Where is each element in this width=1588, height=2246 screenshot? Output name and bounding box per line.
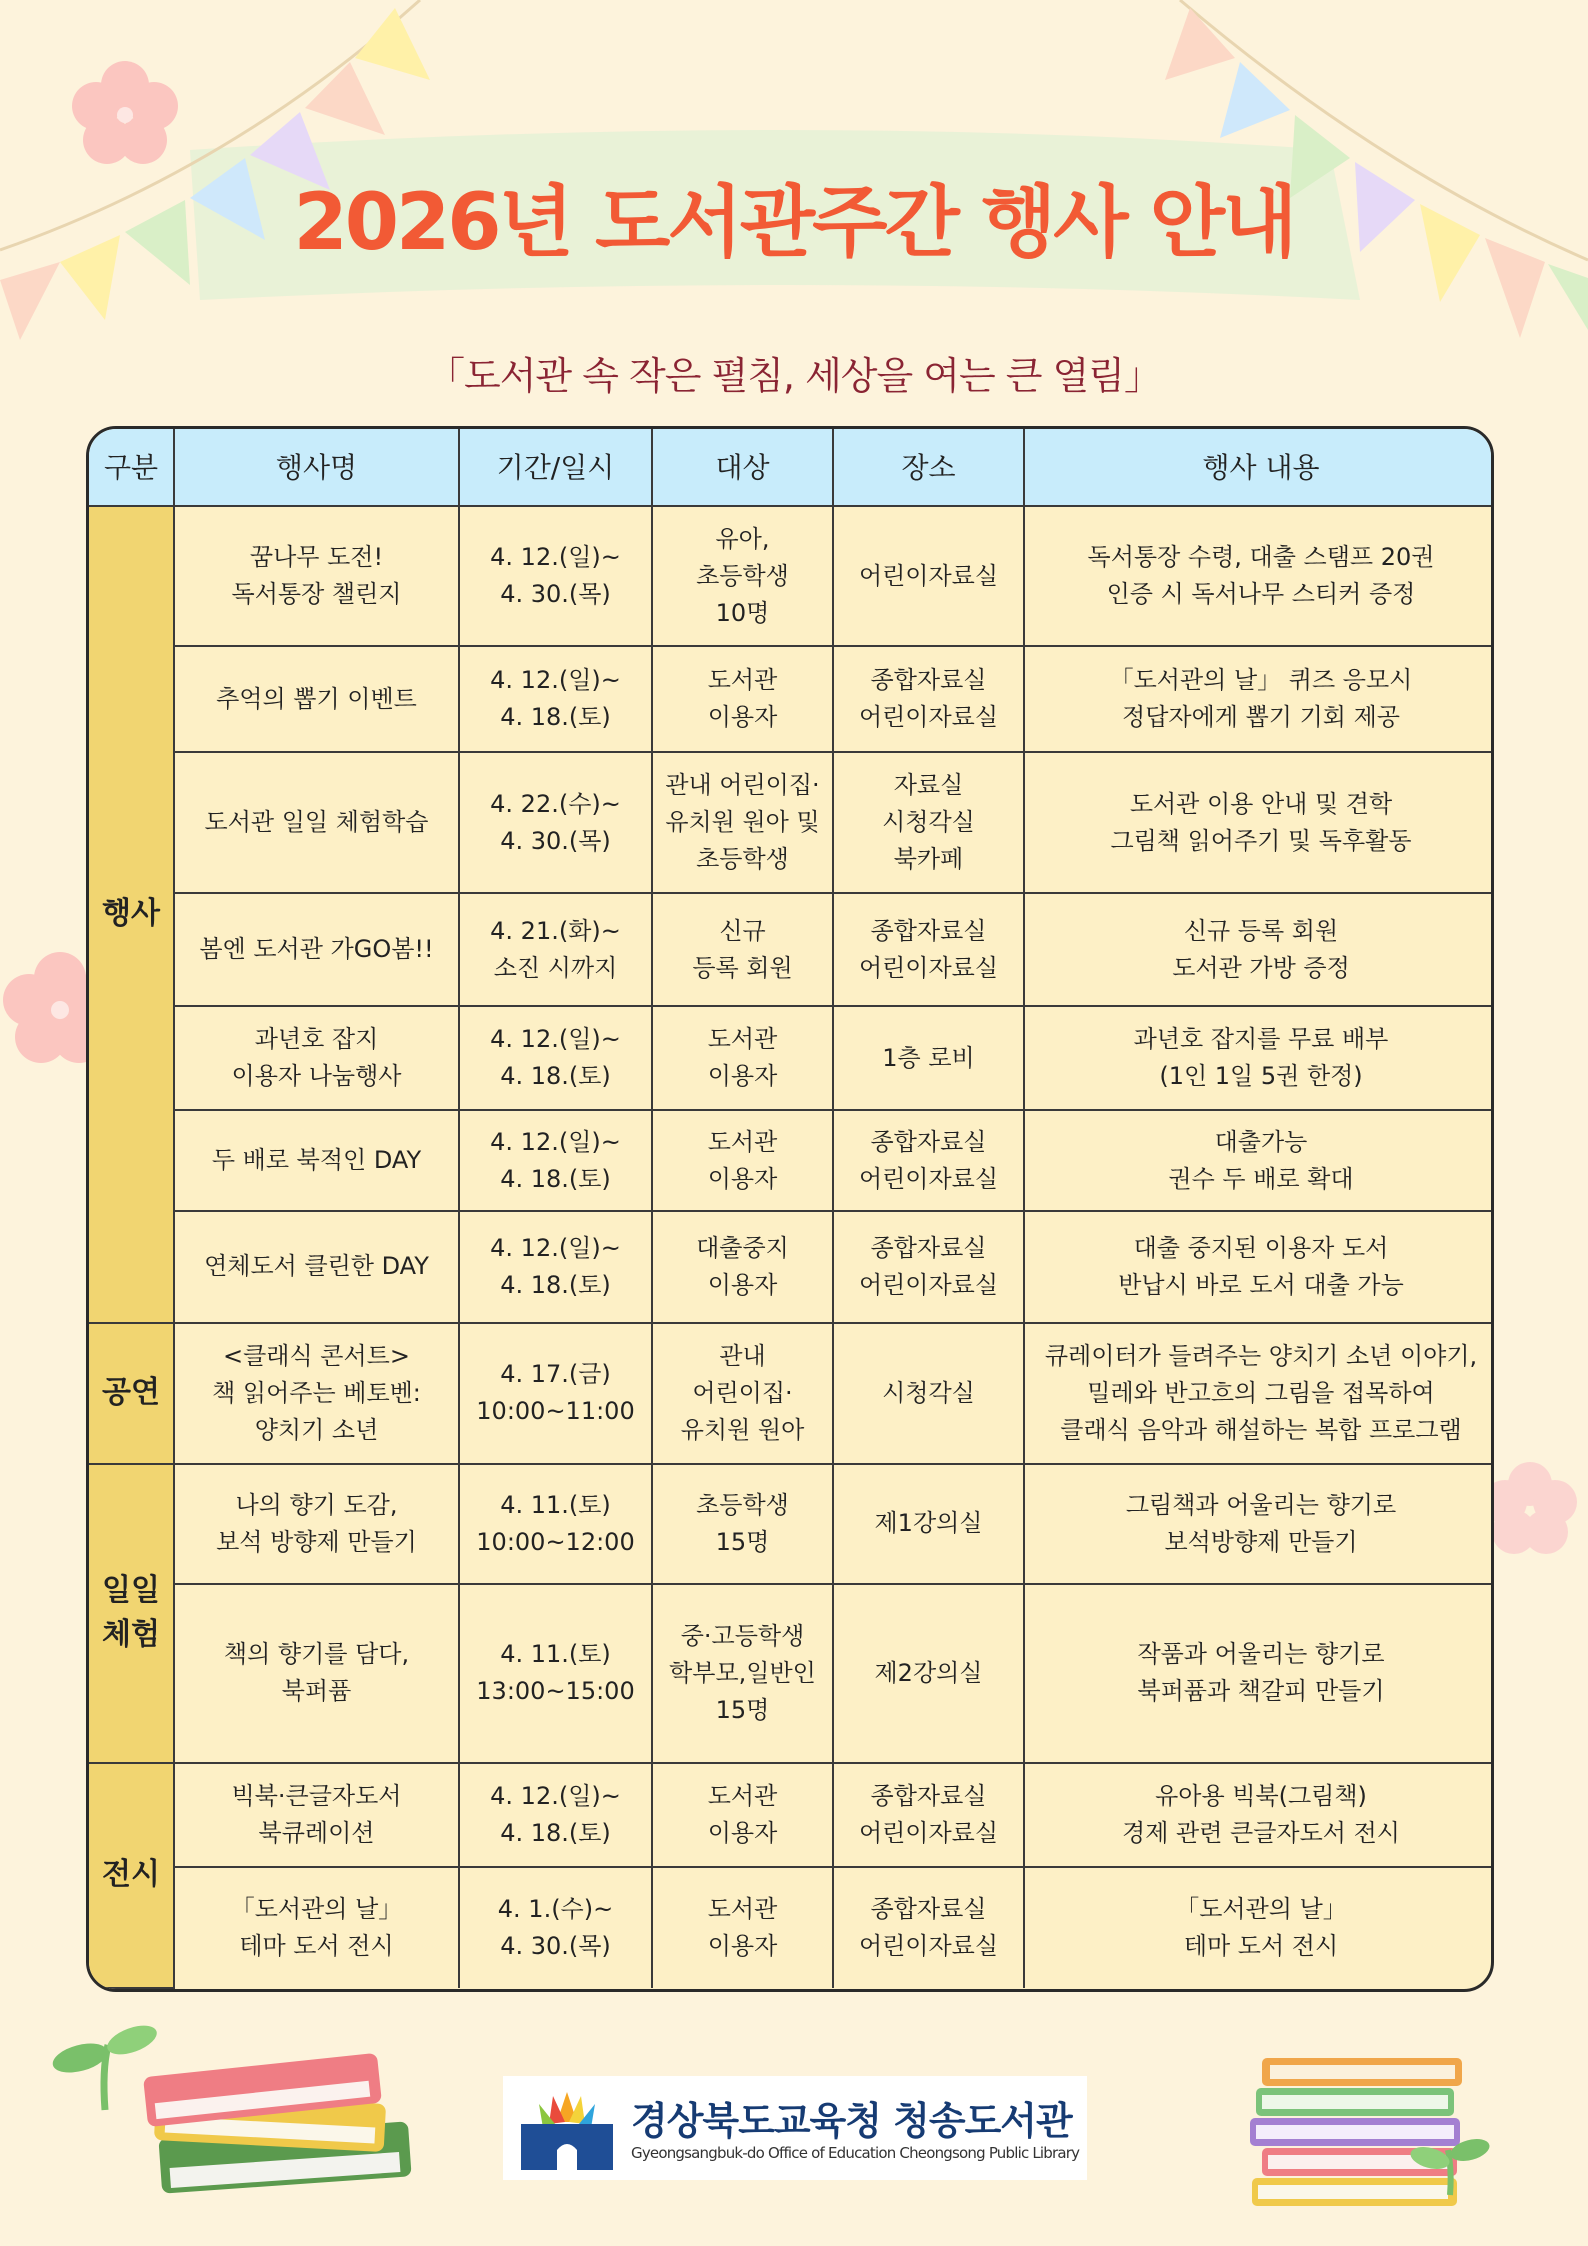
- event-content: 도서관 이용 안내 및 견학 그림책 읽어주기 및 독후활동: [1024, 752, 1494, 893]
- event-content: 과년호 잡지를 무료 배부 (1인 1일 5권 한정): [1024, 1006, 1494, 1110]
- table-row: [89, 506, 1494, 646]
- event-place: 시청각실: [833, 1323, 1024, 1464]
- event-name: 책의 향기를 담다, 북퍼퓸: [174, 1584, 459, 1763]
- table-row: [89, 893, 1494, 1006]
- event-content: 독서통장 수령, 대출 스탬프 20권 인증 시 독서나무 스티커 증정: [1024, 506, 1494, 646]
- event-place: 제2강의실: [833, 1584, 1024, 1763]
- event-content: 대출 중지된 이용자 도서 반납시 바로 도서 대출 가능: [1024, 1211, 1494, 1322]
- event-place: 자료실 시청각실 북카페: [833, 752, 1024, 893]
- event-place: 종합자료실 어린이자료실: [833, 1110, 1024, 1211]
- event-period: 4. 22.(수)~ 4. 30.(목): [459, 752, 652, 893]
- table-row: [89, 1006, 1494, 1110]
- library-logo: [503, 2076, 1087, 2180]
- event-period: 4. 11.(토) 10:00~12:00: [459, 1464, 652, 1584]
- header-category: 구분: [89, 429, 174, 506]
- event-name: 도서관 일일 체험학습: [174, 752, 459, 893]
- event-place: 1층 로비: [833, 1006, 1024, 1110]
- event-target: 도서관 이용자: [652, 1867, 833, 1988]
- header-event-name: 행사명: [174, 429, 459, 506]
- event-target: 관내 어린이집· 유치원 원아: [652, 1323, 833, 1464]
- event-target: 관내 어린이집· 유치원 원아 및 초등학생: [652, 752, 833, 893]
- event-content: 유아용 빅북(그림책) 경제 관련 큰글자도서 전시: [1024, 1763, 1494, 1867]
- table-row: [89, 1464, 1494, 1584]
- event-target: 도서관 이용자: [652, 646, 833, 752]
- table-row: [89, 1867, 1494, 1988]
- flower-top-left: [72, 61, 178, 164]
- event-name: 빅북·큰글자도서 북큐레이션: [174, 1763, 459, 1867]
- book-stack-right: [1250, 2058, 1492, 2206]
- header-target: 대상: [652, 429, 833, 506]
- event-table: [89, 429, 1494, 1989]
- event-content: 그림책과 어울리는 향기로 보석방향제 만들기: [1024, 1464, 1494, 1584]
- event-content: 「도서관의 날」 테마 도서 전시: [1024, 1867, 1494, 1988]
- event-period: 4. 11.(토) 13:00~15:00: [459, 1584, 652, 1763]
- event-place: 종합자료실 어린이자료실: [833, 893, 1024, 1006]
- category-cell: 전시: [89, 1763, 174, 1988]
- flower-right: [1483, 1462, 1577, 1554]
- event-place: 종합자료실 어린이자료실: [833, 1763, 1024, 1867]
- event-name: 봄엔 도서관 가GO봄!!: [174, 893, 459, 1006]
- event-content: 대출가능 권수 두 배로 확대: [1024, 1110, 1494, 1211]
- header-content: 행사 내용: [1024, 429, 1494, 506]
- table-row: [89, 752, 1494, 893]
- library-name: 경상북도교육청 청송도서관: [631, 2099, 1072, 2143]
- bunting-flag: [1548, 264, 1588, 330]
- library-name-english: Gyeongsangbuk-do Office of Education Cheongsong Public Library: [631, 2144, 1080, 2162]
- event-table-container: [86, 426, 1494, 1992]
- event-place: 종합자료실 어린이자료실: [833, 1211, 1024, 1322]
- table-row: [89, 1211, 1494, 1322]
- event-period: 4. 12.(일)~ 4. 18.(토): [459, 1006, 652, 1110]
- event-place: 어린이자료실: [833, 506, 1024, 646]
- event-period: 4. 12.(일)~ 4. 18.(토): [459, 646, 652, 752]
- event-target: 신규 등록 회원: [652, 893, 833, 1006]
- event-period: 4. 12.(일)~ 4. 18.(토): [459, 1110, 652, 1211]
- event-name: 「도서관의 날」 테마 도서 전시: [174, 1867, 459, 1988]
- event-name: 연체도서 클린한 DAY: [174, 1211, 459, 1322]
- event-name: 과년호 잡지 이용자 나눔행사: [174, 1006, 459, 1110]
- event-target: 중·고등학생 학부모,일반인 15명: [652, 1584, 833, 1763]
- table-row: [89, 1323, 1494, 1464]
- event-name: 두 배로 북적인 DAY: [174, 1110, 459, 1211]
- event-target: 대출중지 이용자: [652, 1211, 833, 1322]
- event-content: 작품과 어울리는 향기로 북퍼퓸과 책갈피 만들기: [1024, 1584, 1494, 1763]
- bunting-flag: [355, 8, 430, 80]
- event-content: 신규 등록 회원 도서관 가방 증정: [1024, 893, 1494, 1006]
- bunting-flag: [305, 62, 385, 135]
- header-place: 장소: [833, 429, 1024, 506]
- bunting-flag: [0, 262, 60, 340]
- event-period: 4. 12.(일)~ 4. 18.(토): [459, 1211, 652, 1322]
- event-content: 큐레이터가 들려주는 양치기 소년 이야기, 밀레와 반고흐의 그림을 접목하여 클래식 음악과 해설하는 복합 프로그램: [1024, 1323, 1494, 1464]
- table-header-row: [89, 429, 1494, 506]
- category-cell: 행사: [89, 506, 174, 1323]
- bunting-flag: [1220, 62, 1290, 138]
- event-target: 도서관 이용자: [652, 1006, 833, 1110]
- book-stack-left: [143, 2053, 412, 2194]
- table-row: [89, 1584, 1494, 1763]
- category-cell: 공연: [89, 1323, 174, 1464]
- event-target: 유아, 초등학생 10명: [652, 506, 833, 646]
- page-subtitle: 「도서관 속 작은 펼침, 세상을 여는 큰 열림」: [427, 354, 1161, 398]
- event-place: 종합자료실 어린이자료실: [833, 646, 1024, 752]
- event-period: 4. 21.(화)~ 소진 시까지: [459, 893, 652, 1006]
- sprout-left: [50, 2020, 161, 2110]
- event-name: 꿈나무 도전! 독서통장 챌린지: [174, 506, 459, 646]
- table-row: [89, 1110, 1494, 1211]
- event-period: 4. 12.(일)~ 4. 18.(토): [459, 1763, 652, 1867]
- event-target: 도서관 이용자: [652, 1110, 833, 1211]
- table-row: [89, 646, 1494, 752]
- event-target: 초등학생 15명: [652, 1464, 833, 1584]
- event-period: 4. 1.(수)~ 4. 30.(목): [459, 1867, 652, 1988]
- library-logo-icon: [513, 2082, 621, 2174]
- event-name: <클래식 콘서트> 책 읽어주는 베토벤: 양치기 소년: [174, 1323, 459, 1464]
- page-title: 2026년 도서관주간 행사 안내: [293, 178, 1295, 268]
- event-name: 추억의 뽑기 이벤트: [174, 646, 459, 752]
- event-place: 종합자료실 어린이자료실: [833, 1867, 1024, 1988]
- bunting-flag: [1165, 8, 1235, 80]
- event-content: 「도서관의 날」 퀴즈 응모시 정답자에게 뽑기 기회 제공: [1024, 646, 1494, 752]
- category-cell: 일일 체험: [89, 1464, 174, 1763]
- header-period: 기간/일시: [459, 429, 652, 506]
- event-period: 4. 17.(금) 10:00~11:00: [459, 1323, 652, 1464]
- event-name: 나의 향기 도감, 보석 방향제 만들기: [174, 1464, 459, 1584]
- event-period: 4. 12.(일)~ 4. 30.(목): [459, 506, 652, 646]
- table-row: [89, 1763, 1494, 1867]
- event-target: 도서관 이용자: [652, 1763, 833, 1867]
- event-place: 제1강의실: [833, 1464, 1024, 1584]
